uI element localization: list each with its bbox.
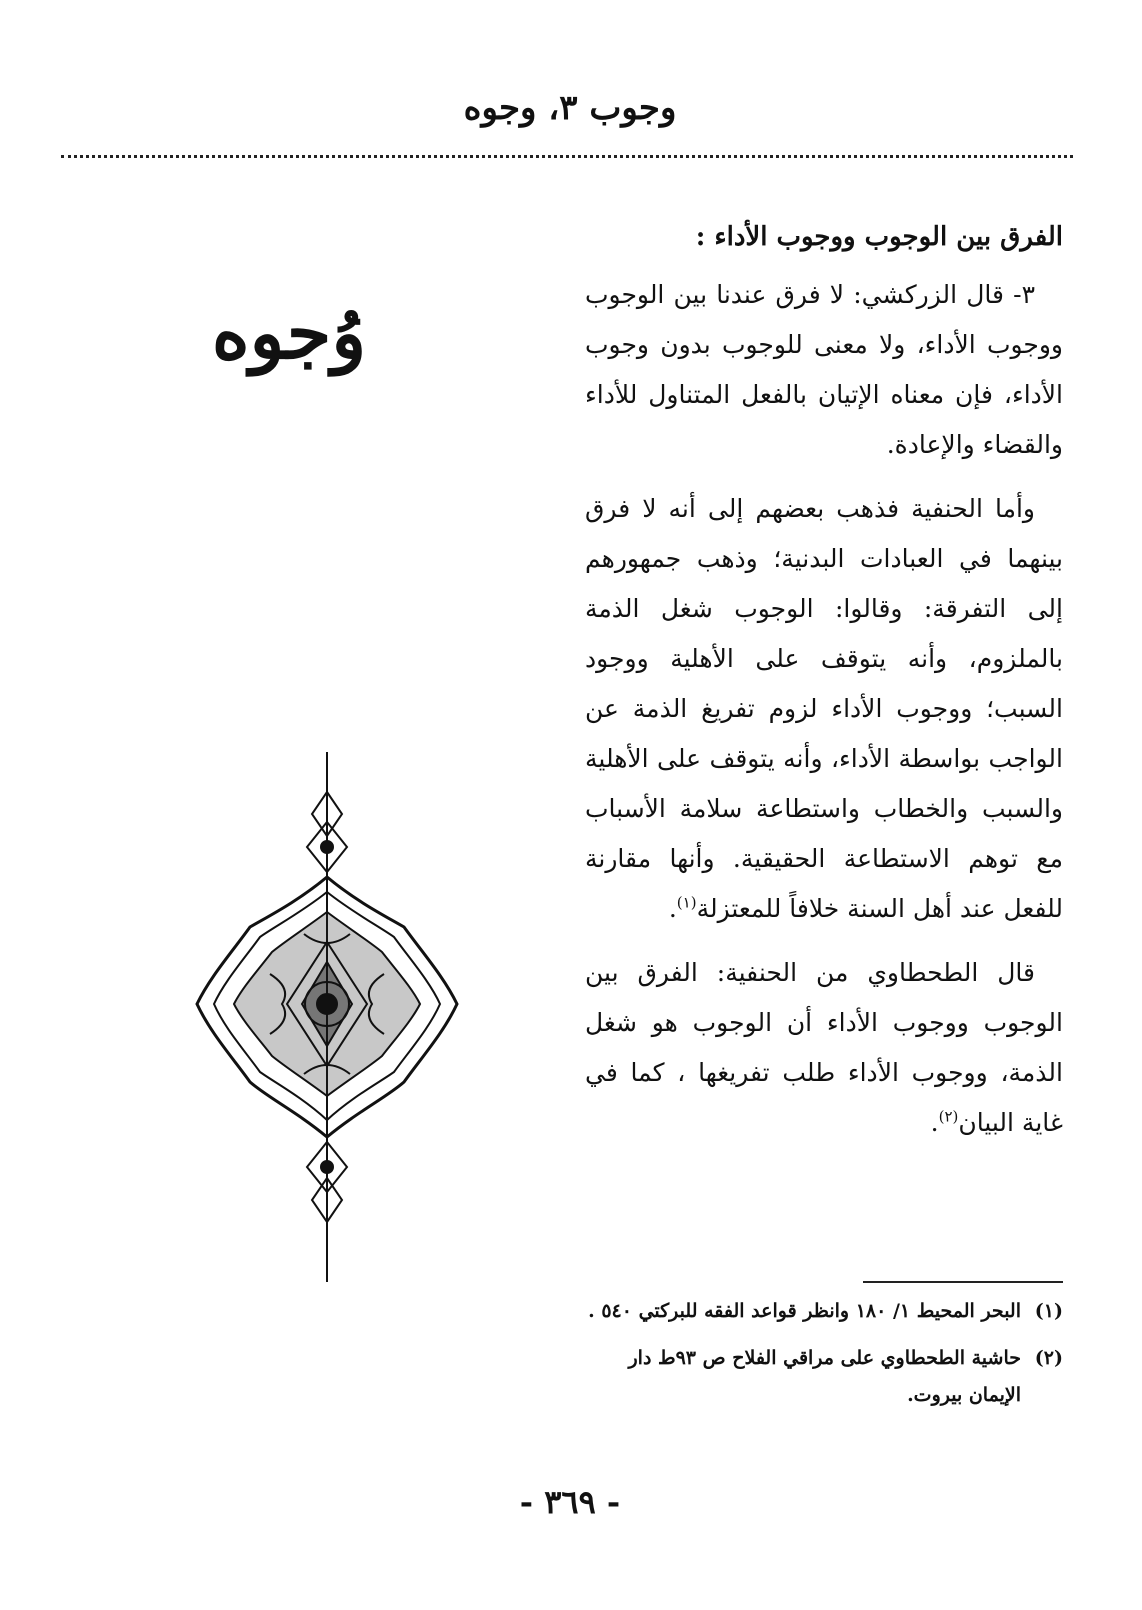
arabesque-medallion-icon bbox=[183, 752, 473, 1282]
footnote-2 bbox=[584, 1340, 1064, 1414]
paragraph-1: ٣- قال الزركشي: لا فرق عندنا بين الوجوب ووجوب الأداء، ولا معنى للوجوب بدون وجوب الأداء، فإن معناه الإتيان بالفعل المتناول للأداء والقضاء والإعادة. bbox=[586, 280, 1064, 459]
footnote-ref-2[interactable]: (٢) bbox=[939, 1107, 960, 1126]
side-column bbox=[0, 0, 560, 1610]
main-column bbox=[586, 212, 1064, 1162]
footnote-text: حاشية الطحطاوي على مراقي الفلاح ص ٩٣ط دار الإيمان بيروت. bbox=[629, 1347, 1022, 1406]
footnote-number: (١) bbox=[1035, 1300, 1064, 1322]
entry-title: وُجوه bbox=[212, 290, 368, 375]
footnotes bbox=[584, 1293, 1064, 1424]
footnote-rule bbox=[864, 1281, 1064, 1283]
paragraph-3: قال الطحطاوي من الحنفية: الفرق بين الوجوب ووجوب الأداء أن الوجوب هو شغل الذمة، ووجوب الأداء طلب تفريغها ، كما في غاية البيان$^{(٢)}$. bbox=[586, 958, 1064, 1137]
paragraph-2: وأما الحنفية فذهب بعضهم إلى أنه لا فرق بينهما في العبادات البدنية؛ وذهب جمهورهم إلى التفرقة: وقالوا: الوجوب شغل الذمة بالملزوم، وأنه يتوقف على الأهلية ووجود السبب؛ ووجوب الأداء لزوم تفريغ الذمة عن الواجب بواسطة الأداء، وأنه يتوقف على الأهلية والسبب والخطاب واستطاعة سلامة الأسباب مع توهم الاستطاعة الحقيقية. وأنها مقارنة للفعل عند أهل السنة خلافاً للمعتزلة$^{(١)}$. bbox=[586, 494, 1064, 923]
footnote-1 bbox=[584, 1293, 1064, 1330]
running-header: وجوب ٣، وجوه bbox=[464, 88, 678, 128]
section-heading: الفرق بين الوجوب ووجوب الأداء : bbox=[696, 222, 1064, 252]
footnote-text: البحر المحيط ١/ ١٨٠ وانظر قواعد الفقه للبركتي ٥٤٠ . bbox=[589, 1300, 1022, 1322]
footnote-ref-1[interactable]: (١) bbox=[677, 893, 698, 912]
footnote-number: (٢) bbox=[1035, 1347, 1064, 1369]
page-number: - ٣٦٩ - bbox=[520, 1483, 622, 1521]
